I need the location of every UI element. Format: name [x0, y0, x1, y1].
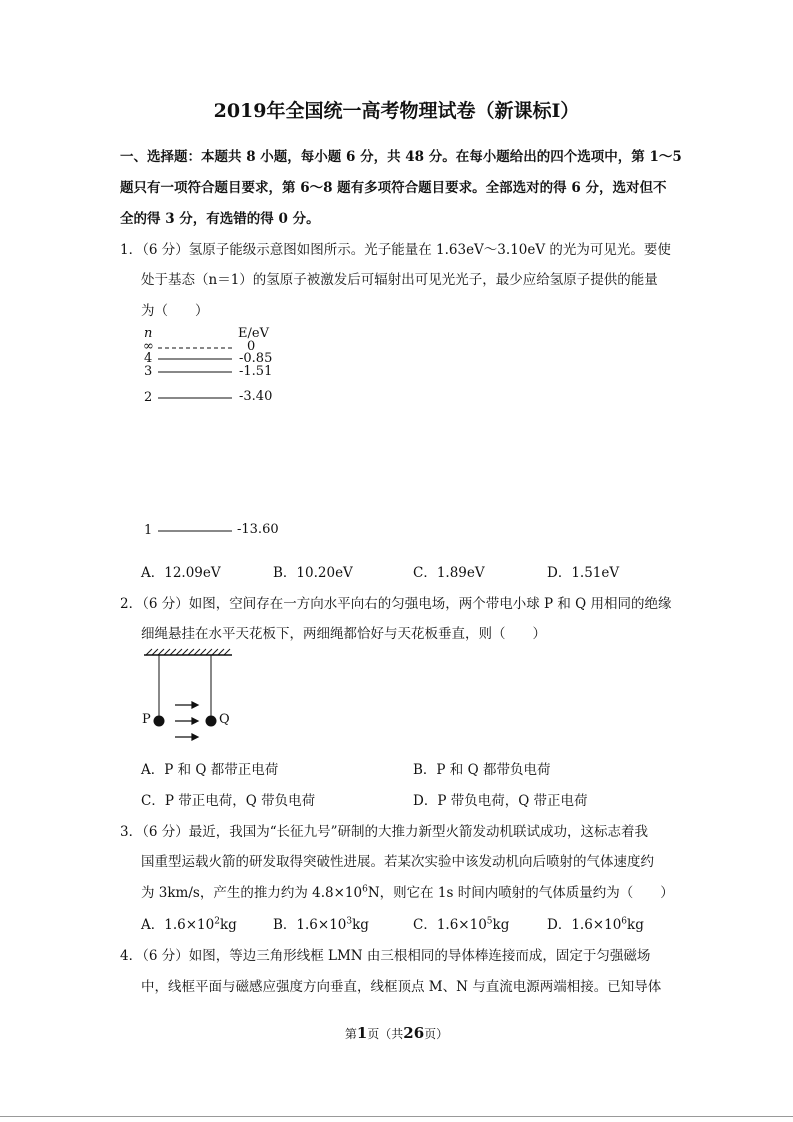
level-inf-e: 0	[247, 339, 256, 354]
q3-stem-line-2: 国重型运载火箭的研发取得突破性进展。若某次实验中该发动机向后喷射的气体速度约	[141, 854, 654, 870]
q1-option-c: C．1.89eV	[413, 565, 485, 581]
page-bottom-divider	[0, 1116, 793, 1117]
level-1-e: -13.60	[237, 522, 279, 537]
q1-stem-line-2: 处于基态（n＝1）的氢原子被激发后可辐射出可见光光子，最少应给氢原子提供的能量	[141, 272, 658, 288]
q3-option-d: D．$1.6\times 10^6kg$	[547, 916, 644, 933]
q3-option-c: C．$1.6\times 10^5kg$	[413, 916, 510, 933]
level-4-n: 4	[144, 351, 153, 366]
q1-option-d: D．1.51eV	[547, 565, 620, 581]
field-arrows	[175, 702, 198, 740]
label-q: Q	[219, 712, 230, 727]
level-inf-n: ∞	[143, 339, 154, 354]
q2-option-d: D．P 带负电荷，Q 带正电荷	[413, 793, 588, 809]
section-instruction-line-3: 全的得 3 分，有选错的得 0 分。	[120, 211, 320, 227]
diagram-n-header: n	[144, 326, 153, 341]
q4-stem-line-2: 中，线框平面与磁感应强度方向垂直，线框顶点 M、N 与直流电源两端相接。已知导体	[141, 979, 662, 995]
q2-option-a: A．P 和 Q 都带正电荷	[141, 762, 279, 778]
ball-q	[206, 716, 217, 727]
q1-stem-line-1: 1．（6 分）氢原子能级示意图如图所示。光子能量在 1.63eV～3.10eV 的光为可见光。要使	[120, 242, 671, 258]
q1-option-b: B．10.20eV	[273, 565, 353, 581]
charged-balls-figure	[140, 645, 240, 745]
ceiling-hatching	[146, 649, 230, 655]
q3-option-a: A．$1.6\times 10^2kg$	[141, 916, 237, 933]
level-3-n: 3	[144, 364, 153, 379]
q1-option-a: A．12.09eV	[141, 565, 221, 581]
q1-stem-line-3: 为（ ）	[141, 303, 209, 319]
ball-p	[154, 716, 165, 727]
section-instruction-line-2: 题只有一项符合题目要求，第 6～8 题有多项符合题目要求。全部选对的得 6 分，选对但不	[120, 180, 667, 196]
q4-stem-line-1: 4．（6 分）如图，等边三角形线框 LMN 由三根相同的导体棒连接而成，固定于匀强磁场	[120, 948, 651, 964]
q2-stem-line-2: 细绳悬挂在水平天花板下，两细绳都恰好与天花板垂直，则（ ）	[141, 626, 546, 642]
level-2-e: -3.40	[239, 389, 273, 404]
total-page-count: 26	[403, 1024, 425, 1042]
q2-option-b: B．P 和 Q 都带负电荷	[413, 762, 551, 778]
q2-stem-line-1: 2．（6 分）如图，空间存在一方向水平向右的匀强电场，两个带电小球 P 和 Q 用相同的绝缘	[120, 596, 672, 612]
level-3-e: -1.51	[239, 364, 273, 379]
level-1-n: 1	[144, 523, 153, 538]
level-4-e: -0.85	[239, 351, 273, 366]
level-2-n: 2	[144, 390, 153, 405]
page-title: 2019年全国统一高考物理试卷（新课标Ⅰ）	[213, 100, 580, 122]
q2-option-c: C．P 带正电荷，Q 带负电荷	[141, 793, 316, 809]
page-footer: 第1页（共26页）	[344, 1024, 449, 1042]
section-instruction-line-1: 一、选择题：本题共 8 小题，每小题 6 分，共 48 分。在每小题给出的四个选项中，第 1～5	[120, 149, 682, 165]
q3-stem-line-1: 3．（6 分）最近，我国为“长征九号”研制的大推力新型火箭发动机联试成功，这标志着我	[120, 824, 649, 840]
energy-level-lines	[150, 330, 240, 545]
diagram-e-header: E/eV	[238, 326, 269, 341]
q3-option-b: B．$1.6\times 10^3kg$	[273, 916, 369, 933]
current-page-number: 1	[356, 1024, 368, 1042]
q3-stem-line-3: 为 3km/s，产生的推力约为 $4.8\times 10^6N$，则它在 1s 时间内喷射的气体质量约为（ ）	[141, 884, 674, 901]
label-p: P	[142, 712, 151, 727]
